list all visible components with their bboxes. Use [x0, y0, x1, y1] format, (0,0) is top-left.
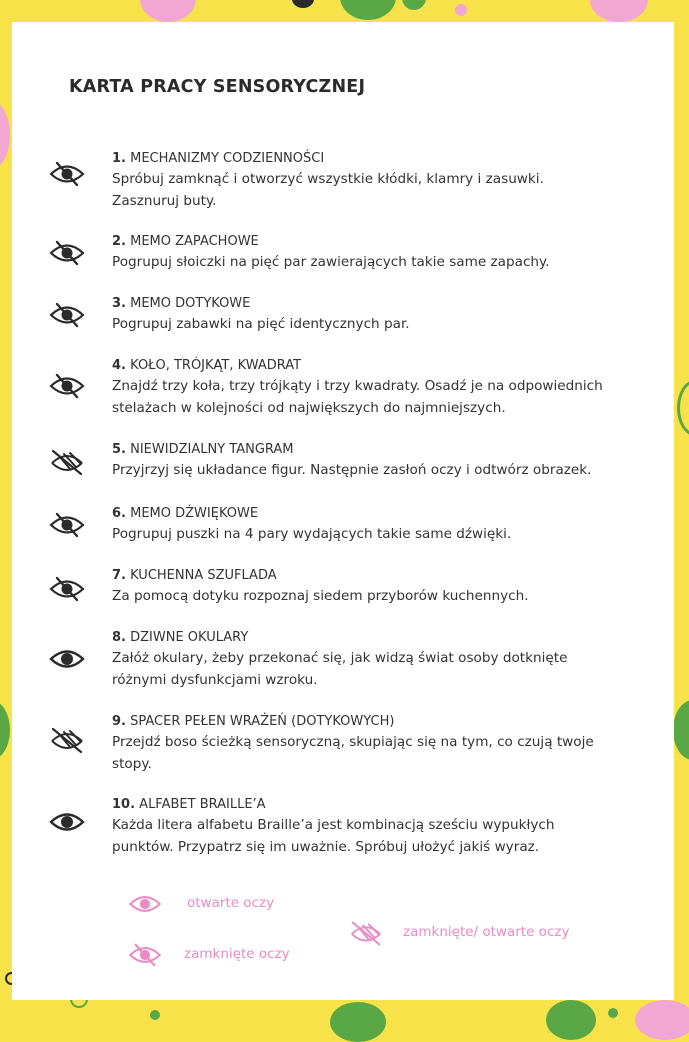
- task-text: [112, 628, 652, 691]
- closed-eye-icon: [127, 943, 163, 967]
- decor-dot: [608, 1008, 618, 1018]
- task-title: [112, 504, 652, 524]
- covered-eye-icon: [348, 918, 384, 948]
- task-title-text: NIEWIDZIALNY TANGRAM: [130, 442, 294, 457]
- task-title-text: MEMO DOTYKOWE: [130, 296, 251, 311]
- decor-dot: [455, 4, 467, 16]
- task-description-line: punktów. Przypatrz się im uważnie. Spróbuj ułożyć jakiś wyraz.: [112, 838, 540, 855]
- closed-eye-icon: [48, 161, 86, 187]
- task-text: [112, 795, 652, 858]
- task-number: 5.: [112, 442, 126, 457]
- task-text: [112, 149, 652, 212]
- decor-dot: [340, 0, 396, 20]
- covered-eye-icon: [48, 724, 86, 756]
- task-description-line: Pogrupuj słoiczki na pięć par zawierających takie same zapachy.: [112, 254, 550, 270]
- task-description-line: Pogrupuj zabawki na pięć identycznych par.: [112, 316, 410, 332]
- decor-dot: [0, 700, 10, 760]
- task-title: [112, 795, 652, 815]
- task-description-line: różnymi dysfunkcjami wzroku.: [112, 671, 318, 688]
- task-title-text: MEMO DŹWIĘKOWE: [130, 506, 259, 521]
- task-text: [112, 504, 652, 546]
- open-eye-icon: [48, 646, 86, 672]
- task-number: 10.: [112, 797, 136, 812]
- task-number: 4.: [112, 358, 126, 373]
- task-description-line: Pogrupuj puszki na 4 pary wydających takie same dźwięki.: [112, 526, 512, 542]
- task-description-line: Za pomocą dotyku rozpoznaj siedem przyborów kuchennych.: [112, 588, 529, 604]
- task-number: 3.: [112, 296, 126, 311]
- decor-ring: [677, 380, 689, 436]
- task-text: [112, 712, 652, 775]
- task-number: 6.: [112, 506, 126, 521]
- decor-dot: [635, 1000, 689, 1040]
- task-number: 8.: [112, 630, 126, 645]
- decor-dot: [292, 0, 314, 8]
- closed-eye-icon: [48, 576, 86, 602]
- decor-dot: [150, 1010, 160, 1020]
- task-description-line: Spróbuj zamknąć i otworzyć wszystkie kłódki, klamry i zasuwki.: [112, 171, 544, 187]
- task-number: 1.: [112, 151, 126, 166]
- task-description-line: Każda litera alfabetu Braille’a jest kombinacją sześciu wypukłych: [112, 817, 555, 833]
- decor-dot: [140, 0, 196, 22]
- task-title: [112, 440, 652, 460]
- open-eye-icon: [127, 892, 163, 916]
- decor-dot: [402, 0, 426, 10]
- task-title-text: KOŁO, TRÓJKĄT, KWADRAT: [130, 358, 302, 373]
- task-title-text: DZIWNE OKULARY: [130, 630, 249, 645]
- task-title: [112, 566, 652, 586]
- legend-label: zamknięte/ otwarte oczy: [403, 924, 570, 940]
- worksheet-card: [12, 22, 674, 1000]
- task-number: 2.: [112, 234, 126, 249]
- closed-eye-icon: [48, 373, 86, 399]
- task-description-line: stopy.: [112, 755, 152, 772]
- task-title-text: ALFABET BRAILLE’A: [139, 797, 266, 812]
- task-text: [112, 294, 652, 336]
- decor-dot: [590, 0, 648, 22]
- task-description-line: Załóż okulary, żeby przekonać się, jak widzą świat osoby dotknięte: [112, 650, 568, 666]
- task-title: [112, 149, 652, 169]
- task-title: [112, 294, 652, 314]
- task-number: 7.: [112, 568, 126, 583]
- decor-dot: [546, 1000, 596, 1040]
- open-eye-icon: [48, 809, 86, 835]
- task-title-text: MECHANIZMY CODZIENNOŚCI: [130, 151, 325, 166]
- task-description-line: Przejdź boso ścieżką sensoryczną, skupiając się na tym, co czują twoje: [112, 734, 594, 750]
- decor-dot: [0, 100, 10, 170]
- decor-dot: [673, 700, 689, 760]
- closed-eye-icon: [48, 240, 86, 266]
- task-title: [112, 712, 652, 732]
- task-description-line: Zasznuruj buty.: [112, 192, 217, 209]
- legend-label: otwarte oczy: [187, 895, 275, 911]
- task-title-text: KUCHENNA SZUFLADA: [130, 568, 277, 583]
- task-text: [112, 440, 652, 482]
- page-title: KARTA PRACY SENSORYCZNEJ: [69, 77, 366, 97]
- closed-eye-icon: [48, 512, 86, 538]
- task-title: [112, 232, 652, 252]
- task-title-text: MEMO ZAPACHOWE: [130, 234, 259, 249]
- task-description-line: Przyjrzyj się układance figur. Następnie zasłoń oczy i odtwórz obrazek.: [112, 462, 592, 478]
- decor-dot: [330, 1002, 386, 1042]
- task-title-text: SPACER PEŁEN WRAŻEŃ (DOTYKOWYCH): [130, 714, 395, 729]
- task-number: 9.: [112, 714, 126, 729]
- task-description-line: Znajdź trzy koła, trzy trójkąty i trzy kwadraty. Osadź je na odpowiednich: [112, 378, 603, 394]
- task-text: [112, 566, 652, 608]
- task-text: [112, 232, 652, 274]
- task-title: [112, 356, 652, 376]
- covered-eye-icon: [48, 446, 86, 478]
- task-text: [112, 356, 652, 419]
- closed-eye-icon: [48, 302, 86, 328]
- legend-label: zamknięte oczy: [184, 946, 290, 962]
- task-title: [112, 628, 652, 648]
- task-description-line: stelażach w kolejności od największych do najmniejszych.: [112, 399, 506, 416]
